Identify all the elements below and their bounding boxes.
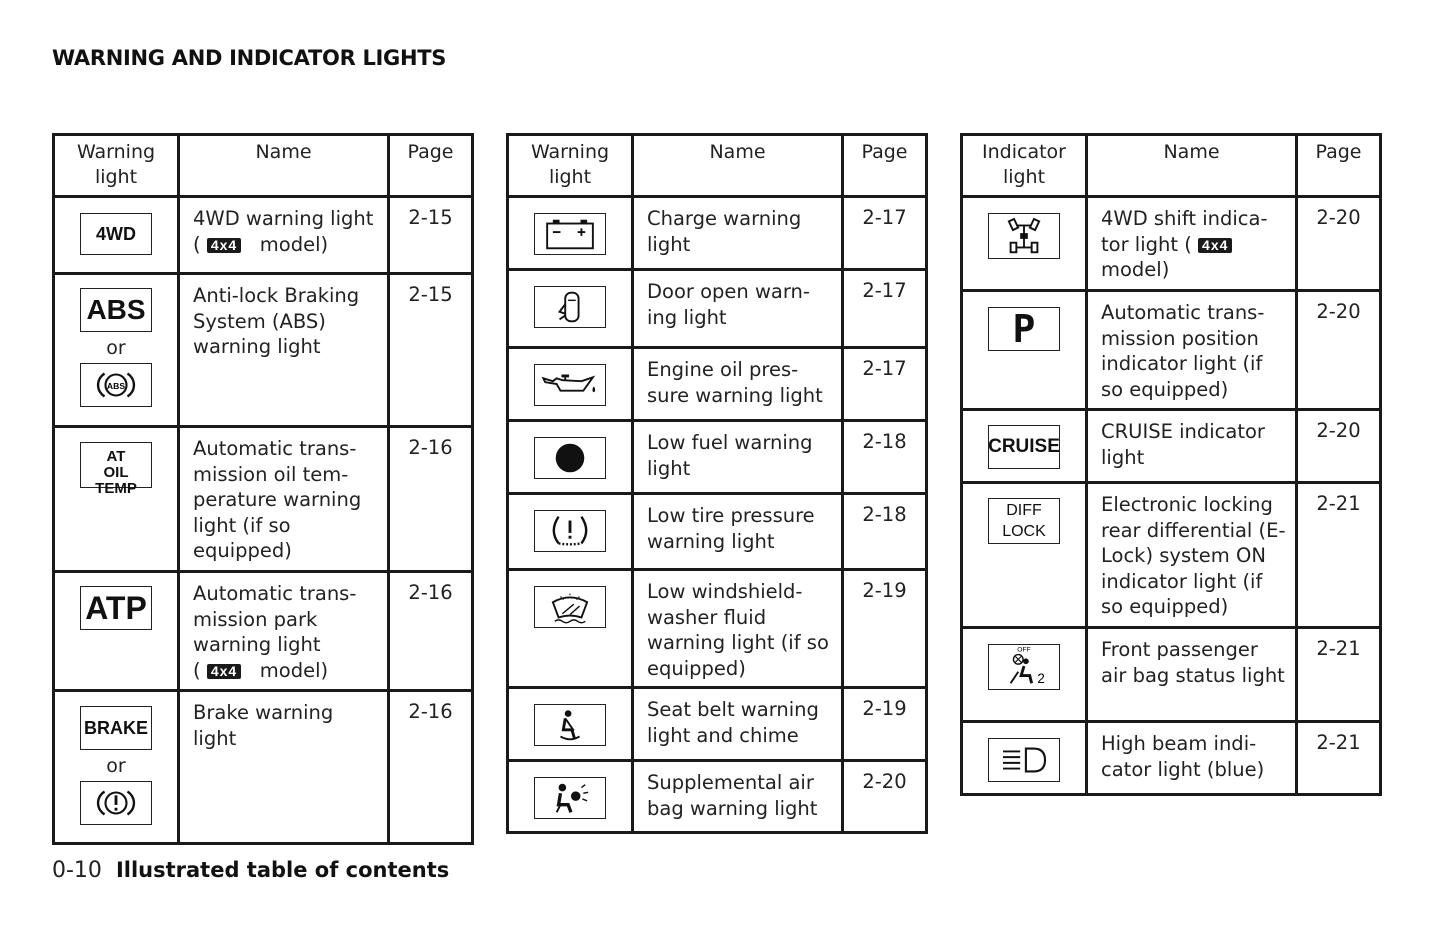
column-header-indicator-light: Indicator light <box>962 135 1087 197</box>
abs-circle-icon <box>80 363 152 407</box>
page-title: WARNING AND INDICATOR LIGHTS <box>52 46 447 70</box>
table-row <box>962 197 1381 291</box>
table-row <box>54 427 473 572</box>
warning-lights-table-2 <box>506 133 928 834</box>
4x4-badge: 4x4 <box>1198 238 1232 253</box>
page-ref: 2-17 <box>843 348 927 421</box>
page-ref: 2-20 <box>1297 291 1381 410</box>
page-ref: 2-19 <box>843 688 927 761</box>
page-ref: 2-18 <box>843 494 927 570</box>
indicator-lights-table <box>960 133 1382 796</box>
svg-text:ABS: ABS <box>106 380 126 391</box>
light-name: Automatic trans- mission park warning light ( 4x4 model) <box>179 572 389 691</box>
light-name: Low fuel warning light <box>633 421 843 494</box>
table-row <box>508 494 927 570</box>
light-name: Anti-lock Braking System (ABS) warning light <box>179 274 389 427</box>
page-ref: 2-17 <box>843 197 927 270</box>
table-row <box>962 291 1381 410</box>
washer-fluid-icon <box>534 586 606 628</box>
page-ref: 2-21 <box>1297 483 1381 628</box>
at-oil-temp-icon: AT OIL TEMP <box>80 442 152 488</box>
page-ref: 2-20 <box>843 761 927 833</box>
page-ref: 2-16 <box>389 427 473 572</box>
column-header-name: Name <box>1087 135 1297 197</box>
table-row <box>54 691 473 844</box>
page-ref: 2-16 <box>389 572 473 691</box>
section-title: Illustrated table of contents <box>115 858 450 882</box>
table-row <box>508 421 927 494</box>
column-header-page: Page <box>389 135 473 197</box>
light-name: Seat belt warning light and chime <box>633 688 843 761</box>
light-name: CRUISE indicator light <box>1087 410 1297 483</box>
light-name: Engine oil pres- sure warning light <box>633 348 843 421</box>
table-row <box>54 572 473 691</box>
page-ref: 2-15 <box>389 274 473 427</box>
page-ref: 2-20 <box>1297 197 1381 291</box>
table-row <box>508 348 927 421</box>
light-name: Low tire pressure warning light <box>633 494 843 570</box>
light-name: Door open warn- ing light <box>633 270 843 348</box>
passenger-airbag-icon <box>988 644 1060 690</box>
page-ref: 2-21 <box>1297 628 1381 722</box>
light-name: Automatic trans- mission oil tem- perature warning light (if so equipped) <box>179 427 389 572</box>
4x4-badge: 4x4 <box>207 238 241 253</box>
table-row <box>508 570 927 688</box>
4wd-warning-icon: 4WD <box>80 213 152 255</box>
table-row <box>508 761 927 833</box>
column-header-warning-light: Warning light <box>54 135 179 197</box>
light-name: Automatic trans- mission position indicator light (if so equipped) <box>1087 291 1297 410</box>
table-row <box>962 628 1381 722</box>
page-ref: 2-21 <box>1297 722 1381 795</box>
table-row <box>54 274 473 427</box>
light-name: High beam indi- cator light (blue) <box>1087 722 1297 795</box>
page-ref: 2-17 <box>843 270 927 348</box>
table-row <box>54 197 473 274</box>
page-ref: 2-20 <box>1297 410 1381 483</box>
cruise-icon: CRUISE <box>988 425 1060 469</box>
high-beam-icon <box>988 738 1060 782</box>
table-row <box>962 483 1381 628</box>
light-name: Brake warning light <box>179 691 389 844</box>
column-header-page: Page <box>843 135 927 197</box>
diff-lock-icon: DIFF LOCK <box>988 498 1060 544</box>
light-name: Front passenger air bag status light <box>1087 628 1297 722</box>
light-name: Electronic locking rear differential (E-Lock) system ON indicator light (if so equipped) <box>1087 483 1297 628</box>
page-footer <box>52 858 449 883</box>
column-header-page: Page <box>1297 135 1381 197</box>
page-ref: 2-19 <box>843 570 927 688</box>
table-row <box>508 688 927 761</box>
page-ref: 2-18 <box>843 421 927 494</box>
table-row <box>962 722 1381 795</box>
atp-warning-icon: ATP <box>80 586 152 630</box>
or-label: or <box>106 755 126 777</box>
svg-text:OFF: OFF <box>1017 646 1031 654</box>
table-row <box>962 410 1381 483</box>
airbag-icon <box>534 777 606 819</box>
page-ref: 2-16 <box>389 691 473 844</box>
tire-pressure-icon <box>534 510 606 552</box>
column-header-name: Name <box>179 135 389 197</box>
page-ref: 2-15 <box>389 197 473 274</box>
svg-text:2: 2 <box>1037 671 1045 687</box>
brake-circle-icon <box>80 781 152 825</box>
column-header-warning-light: Warning light <box>508 135 633 197</box>
light-name: Supplemental air bag warning light <box>633 761 843 833</box>
abs-text-icon: ABS <box>80 288 152 332</box>
page-number: 0-10 <box>52 858 102 883</box>
park-position-icon: P <box>988 307 1060 351</box>
light-name: Low windshield- washer fluid warning light (if so equipped) <box>633 570 843 688</box>
door-open-icon <box>534 286 606 328</box>
low-fuel-icon <box>534 437 606 479</box>
table-row <box>508 197 927 270</box>
battery-icon <box>534 213 606 255</box>
or-label: or <box>106 337 126 359</box>
light-name: 4WD warning light ( 4x4 model) <box>179 197 389 274</box>
4x4-badge: 4x4 <box>207 664 241 679</box>
light-name: 4WD shift indica- tor light ( 4x4 model) <box>1087 197 1297 291</box>
4wd-shift-icon <box>988 213 1060 259</box>
oil-can-icon <box>534 364 606 406</box>
table-row <box>508 270 927 348</box>
column-header-name: Name <box>633 135 843 197</box>
warning-lights-table-1 <box>52 133 474 845</box>
seat-belt-icon <box>534 704 606 746</box>
brake-text-icon: BRAKE <box>80 706 152 750</box>
light-name: Charge warning light <box>633 197 843 270</box>
